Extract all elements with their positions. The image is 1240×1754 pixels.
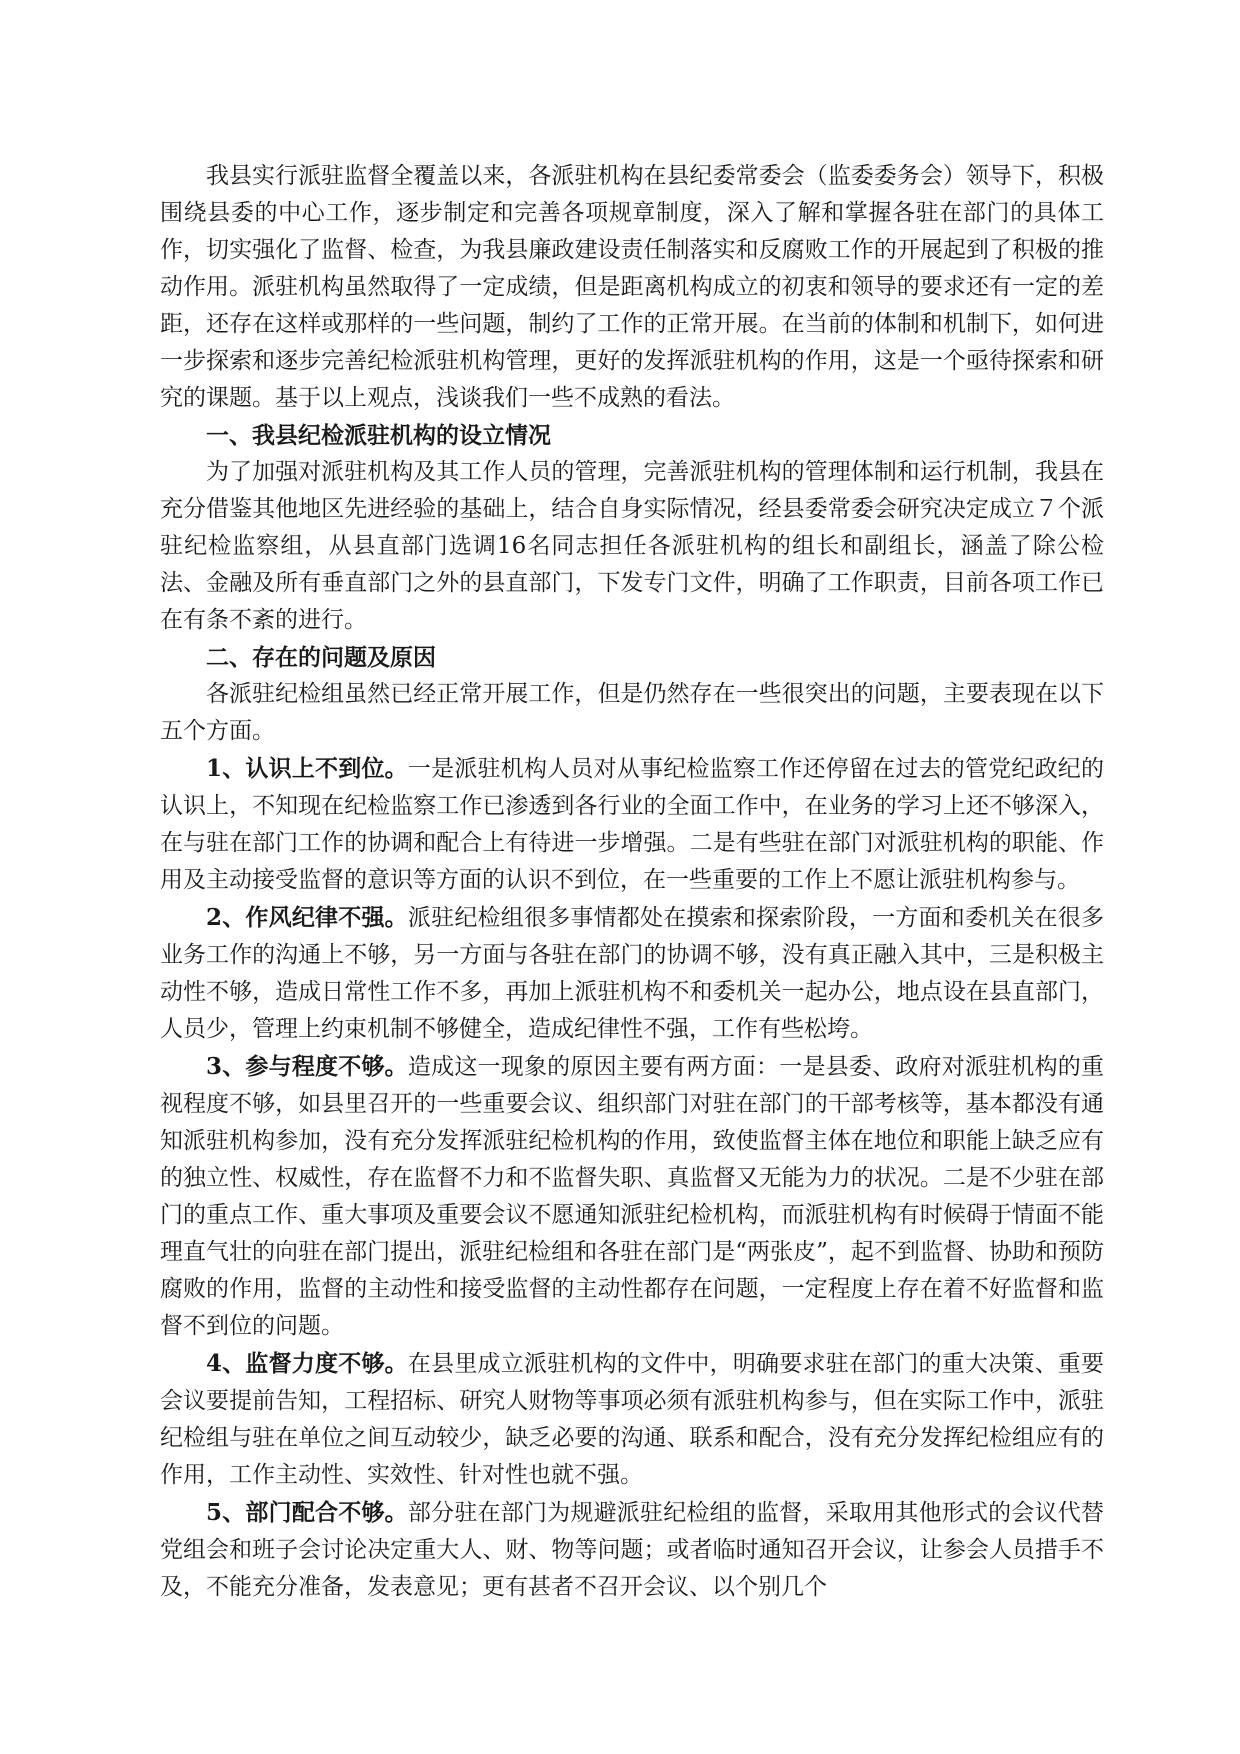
issue-item-1-lead: 1、认识上不到位。 xyxy=(206,755,408,782)
issue-item-5 xyxy=(160,1494,1104,1606)
issue-item-1-text: 一是派驻机构人员对从事纪检监察工作还停留在过去的管党纪政纪的认识上，不知现在纪检监察工作已渗透到各行业的全面工作中，在业务的学习上还不够深入，在与驻在部门工作的协调和配合上有待进一步增强。二是有些驻在部门对派驻机构的职能、作用及主动接受监督的意识等方面的认识不到位，在一些重要的工作上不愿让派驻机构参与。 xyxy=(160,756,1104,893)
issue-item-4-lead: 4、监督力度不够。 xyxy=(206,1350,408,1377)
issue-item-5-lead: 5、部门配合不够。 xyxy=(206,1499,408,1526)
issue-item-1 xyxy=(160,750,1104,899)
issue-item-2-lead: 2、作风纪律不强。 xyxy=(206,904,408,931)
issue-item-3-lead: 3、参与程度不够。 xyxy=(206,1053,408,1080)
issue-item-2 xyxy=(160,899,1104,1048)
issue-item-5-text: 部分驻在部门为规避派驻纪检组的监督，采取用其他形式的会议代替党组会和班子会讨论决定重大人、财、物等问题；或者临时通知召开会议，让参会人员措手不及，不能充分准备，发表意见；更有甚者不召开会议、以个别几个 xyxy=(160,1500,1104,1600)
issue-item-2-text: 派驻纪检组很多事情都处在摸索和探索阶段，一方面和委机关在很多业务工作的沟通上不够，另一方面与各驻在部门的协调不够，没有真正融入其中，三是积极主动性不够，造成日常性工作不多，再加上派驻机构不和委机关一起办公，地点设在县直部门，人员少，管理上约束机制不够健全，造成纪律性不强，工作有些松垮。 xyxy=(160,905,1104,1042)
section-2-heading: 二、存在的问题及原因 xyxy=(206,644,436,671)
issue-item-3 xyxy=(160,1048,1104,1345)
document-page xyxy=(160,158,1104,1606)
intro-paragraph: 我县实行派驻监督全覆盖以来，各派驻机构在县纪委常委会（监委委务会）领导下，积极围绕县委的中心工作，逐步制定和完善各项规章制度，深入了解和掌握各驻在部门的具体工作，切实强化了监督、检查，为我县廉政建设责任制落实和反腐败工作的开展起到了积极的推动作用。派驻机构虽然取得了一定成绩，但是距离机构成立的初衷和领导的要求还有一定的差距，还存在这样或那样的一些问题，制约了工作的正常开展。在当前的体制和机制下，如何进一步探索和逐步完善纪检派驻机构管理，更好的发挥派驻机构的作用，这是一个亟待探索和研究的课题。基于以上观点，浅谈我们一些不成熟的看法。 xyxy=(160,163,1104,411)
issue-item-3-text: 造成这一现象的原因主要有两方面：一是县委、政府对派驻机构的重视程度不够，如县里召开的一些重要会议、组织部门对驻在部门的干部考核等，基本都没有通知派驻机构参加，没有充分发挥派驻纪检机构的作用，致使监督主体在地位和职能上缺乏应有的独立性、权威性，存在监督不力和不监督失职、真监督又无能为力的状况。二是不少驻在部门的重点工作、重大事项及重要会议不愿通知派驻纪检机构，而派驻机构有时候碍于情面不能理直气壮的向驻在部门提出，派驻纪检组和各驻在部门是“两张皮”，起不到监督、协助和预防腐败的作用，监督的主动性和接受监督的主动性都存在问题，一定程度上存在着不好监督和监督不到位的问题。 xyxy=(160,1054,1104,1339)
section-1-paragraph: 为了加强对派驻机构及其工作人员的管理，完善派驻机构的管理体制和运行机制，我县在充分借鉴其他地区先进经验的基础上，结合自身实际情况，经县委常委会研究决定成立７个派驻纪检监察组，从县直部门选调16名同志担任各派驻机构的组长和副组长，涵盖了除公检法、金融及所有垂直部门之外的县直部门，下发专门文件，明确了工作职责，目前各项工作已在有条不紊的进行。 xyxy=(160,459,1104,633)
issue-item-4 xyxy=(160,1345,1104,1494)
section-1-heading: 一、我县纪检派驻机构的设立情况 xyxy=(206,422,551,449)
section-2-paragraph: 各派驻纪检组虽然已经正常开展工作，但是仍然存在一些很突出的问题，主要表现在以下五个方面。 xyxy=(160,681,1104,744)
issue-item-4-text: 在县里成立派驻机构的文件中，明确要求驻在部门的重大决策、重要会议要提前告知，工程招标、研究人财物等事项必须有派驻机构参与，但在实际工作中，派驻纪检组与驻在单位之间互动较少，缺乏必要的沟通、联系和配合，没有充分发挥纪检组应有的作用，工作主动性、实效性、针对性也就不强。 xyxy=(160,1351,1104,1488)
